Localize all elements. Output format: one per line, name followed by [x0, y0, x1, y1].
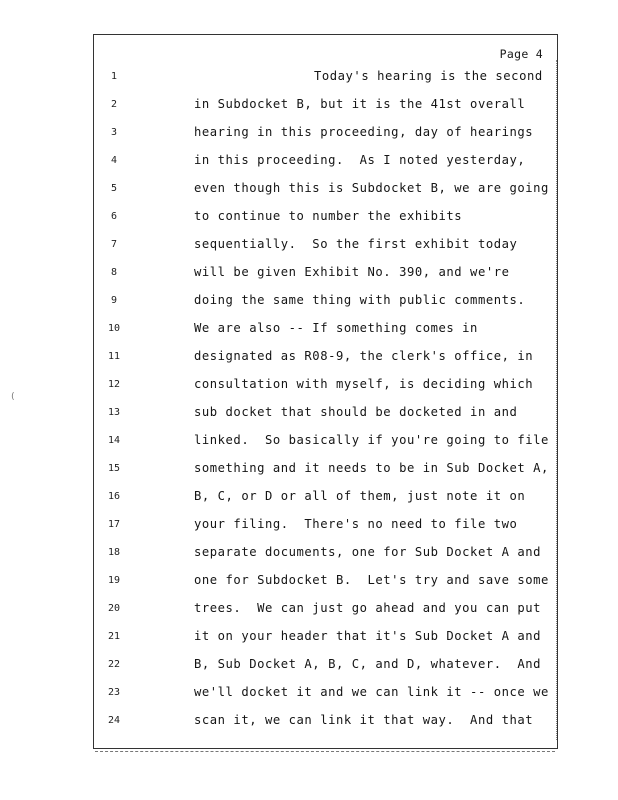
- line-number: 5: [110, 183, 118, 194]
- transcript-line: even though this is Subdocket B, we are going: [194, 181, 549, 195]
- transcript-line: scan it, we can link it that way. And that: [194, 713, 534, 727]
- line-number: 3: [110, 127, 118, 138]
- transcript-line: doing the same thing with public comments.: [194, 293, 526, 307]
- line-number: 18: [107, 547, 121, 558]
- line-number: 6: [110, 211, 118, 222]
- line-number: 15: [107, 463, 121, 474]
- line-number: 21: [107, 631, 121, 642]
- line-number: 16: [107, 491, 121, 502]
- line-number: 11: [107, 351, 121, 362]
- transcript-line: something and it needs to be in Sub Docket A,: [194, 461, 549, 475]
- line-number: 22: [107, 659, 121, 670]
- transcript-line: separate documents, one for Sub Docket A and: [194, 545, 542, 559]
- line-number: 9: [110, 295, 118, 306]
- line-number: 20: [107, 603, 121, 614]
- transcript-line: designated as R08-9, the clerk's office, in: [194, 349, 534, 363]
- line-number: 8: [110, 267, 118, 278]
- transcript-line: sub docket that should be docketed in and: [194, 405, 518, 419]
- transcript-line: sequentially. So the first exhibit today: [194, 237, 518, 251]
- transcript-line: We are also -- If something comes in: [194, 321, 478, 335]
- transcript-line: it on your header that it's Sub Docket A and: [194, 629, 542, 643]
- line-number: 4: [110, 155, 118, 166]
- transcript-line: one for Subdocket B. Let's try and save some: [194, 573, 549, 587]
- scan-artifact-mark: (: [10, 392, 16, 402]
- line-number: 2: [110, 99, 118, 110]
- transcript-line: B, Sub Docket A, B, C, and D, whatever. And: [194, 657, 542, 671]
- line-number: 7: [110, 239, 118, 250]
- line-number: 24: [107, 715, 121, 726]
- line-number: 10: [107, 323, 121, 334]
- line-number: 17: [107, 519, 121, 530]
- transcript-line: to continue to number the exhibits: [194, 209, 463, 223]
- line-number: 14: [107, 435, 121, 446]
- transcript-line: your filing. There's no need to file two: [194, 517, 518, 531]
- line-number: 13: [107, 407, 121, 418]
- transcript-line: trees. We can just go ahead and you can put: [194, 601, 542, 615]
- transcript-line: will be given Exhibit No. 390, and we're: [194, 265, 510, 279]
- line-number: 12: [107, 379, 121, 390]
- bottom-rule: [95, 751, 555, 752]
- transcript-page: [93, 34, 558, 749]
- page-number: Page 4: [499, 47, 543, 61]
- transcript-line: linked. So basically if you're going to file: [194, 433, 549, 447]
- scan-edge-mark: [556, 60, 559, 740]
- transcript-line: in this proceeding. As I noted yesterday,: [194, 153, 526, 167]
- line-number: 1: [110, 71, 118, 82]
- transcript-line: we'll docket it and we can link it -- once we: [194, 685, 549, 699]
- line-number: 23: [107, 687, 121, 698]
- transcript-line: consultation with myself, is deciding which: [194, 377, 534, 391]
- transcript-line: B, C, or D or all of them, just note it on: [194, 489, 526, 503]
- line-number: 19: [107, 575, 121, 586]
- transcript-line: in Subdocket B, but it is the 41st overall: [194, 97, 526, 111]
- transcript-line: hearing in this proceeding, day of hearings: [194, 125, 534, 139]
- transcript-line: Today's hearing is the second: [314, 69, 543, 83]
